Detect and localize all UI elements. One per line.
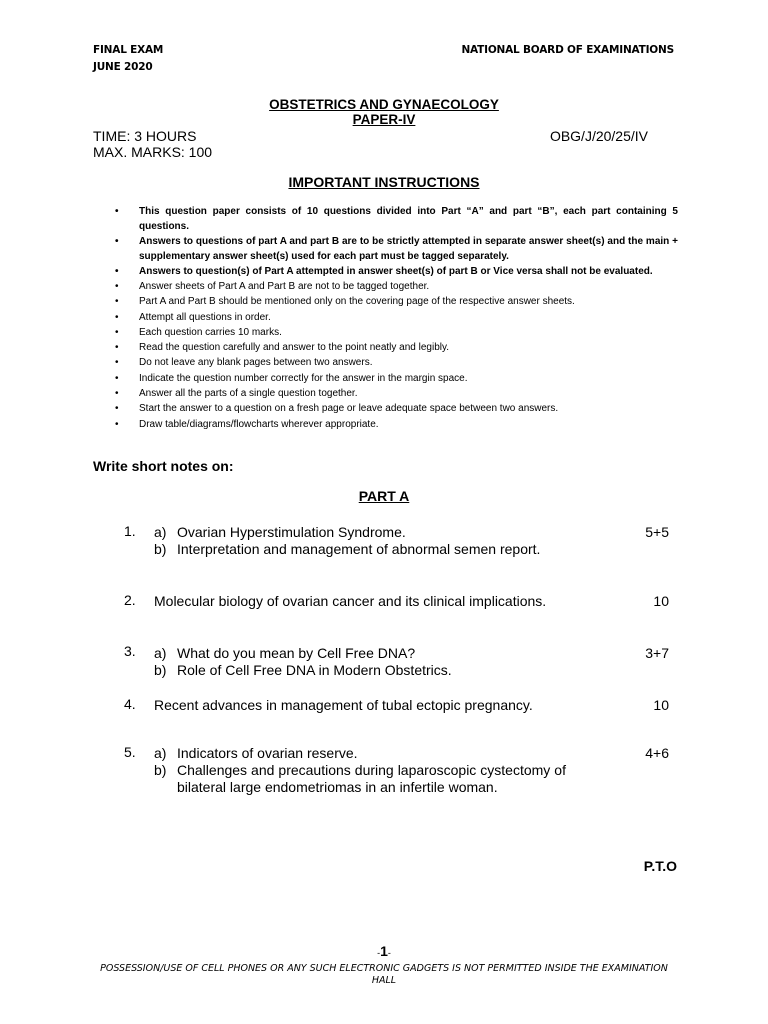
part-heading: PART A [358,488,410,504]
question-marks: 10 [653,593,669,609]
instruction-item: • Answer sheets of Part A and Part B are not to be tagged together. [112,279,678,294]
instruction-item: • Part A and Part B should be mentioned only on the covering page of the respective answer sheets. [112,294,678,309]
question-number: 3. [124,643,136,659]
question-number: 4. [124,696,136,712]
instruction-item: • Indicate the question number correctly for the answer in the margin space. [112,371,678,386]
subject-title: OBSTETRICS AND GYNAECOLOGY [269,97,499,112]
page-number-dash: - [387,948,391,958]
instruction-item: • Draw table/diagrams/flowcharts wherever appropriate. [112,417,678,432]
question-3 [154,645,566,679]
instruction-item: • Answers to questions of part A and part B are to be strictly attempted in separate answer sheet(s) and the main + supplementary answer sheet(s) used for each part must be tagged separately. [112,234,678,264]
paper-title: PAPER-IV [352,112,416,127]
question-5 [154,745,566,796]
question-marks: 10 [653,697,669,713]
footer-line: POSSESSION/USE OF CELL PHONES OR ANY SUCH ELECTRONIC GADGETS IS NOT PERMITTED INSIDE THE EXAMINATION [100,963,668,974]
sub-question: Interpretation and management of abnormal semen report. [177,541,541,557]
exam-date: JUNE 2020 [93,61,153,73]
sub-label: a) [154,524,167,540]
exam-label: FINAL EXAM [93,44,164,56]
section-instruction: Write short notes on: [93,458,234,474]
instruction-item: • This question paper consists of 10 questions divided into Part “A” and part “B”, each part containing 5 questions. [112,204,678,234]
instruction-item: • Do not leave any blank pages between two answers. [112,355,678,370]
board-name: NATIONAL BOARD OF EXAMINATIONS [461,44,674,56]
max-marks: MAX. MARKS: 100 [93,144,213,160]
instructions-heading: IMPORTANT INSTRUCTIONS [288,174,480,190]
sub-question: Role of Cell Free DNA in Modern Obstetrics. [177,662,452,678]
sub-label: b) [154,662,167,678]
sub-question: Ovarian Hyperstimulation Syndrome. [177,524,406,540]
sub-label: a) [154,745,167,761]
instruction-item: • Attempt all questions in order. [112,310,678,325]
question-1 [154,524,566,558]
instructions-list [112,204,678,432]
question-marks: 4+6 [645,745,669,761]
sub-label: b) [154,541,167,557]
instruction-item: • Answers to question(s) of Part A attempted in answer sheet(s) of part B or Vice versa shall not be evaluated. [112,264,678,279]
footer-line: HALL [371,975,397,986]
question-marks: 3+7 [645,645,669,661]
question-2: Molecular biology of ovarian cancer and its clinical implications. [154,593,547,609]
paper-code: OBG/J/20/25/IV [549,128,648,144]
question-4: Recent advances in management of tubal ectopic pregnancy. [154,697,533,713]
sub-label: b) [154,762,167,778]
sub-label: a) [154,645,167,661]
question-number: 1. [124,523,136,539]
sub-question: Challenges and precautions during laparoscopic cystectomy of bilateral large endometriomas in an infertile woman. [177,762,566,795]
sub-question: Indicators of ovarian reserve. [177,745,358,761]
question-number: 2. [124,592,136,608]
page-number-value: 1 [380,943,388,959]
instruction-item: • Start the answer to a question on a fresh page or leave adequate space between two answers. [112,401,678,416]
pto-label: P.T.O [643,858,677,874]
question-number: 5. [124,744,136,760]
question-marks: 5+5 [645,524,669,540]
page-number [0,943,768,959]
sub-question: What do you mean by Cell Free DNA? [177,645,416,661]
footer-notice [0,963,768,987]
instruction-item: • Each question carries 10 marks. [112,325,678,340]
instruction-item: • Read the question carefully and answer to the point neatly and legibly. [112,340,678,355]
instruction-item: • Answer all the parts of a single question together. [112,386,678,401]
exam-time: TIME: 3 HOURS [93,128,197,144]
page-number-dash: - [377,948,381,958]
